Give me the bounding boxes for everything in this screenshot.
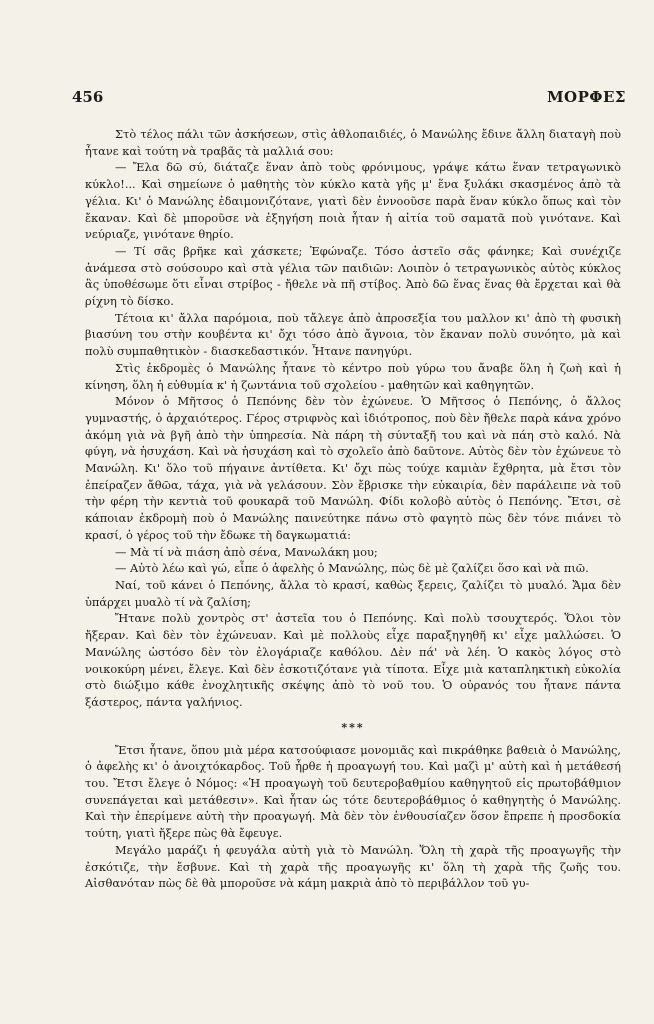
paragraph: Ἤτανε πολὺ χοντρὸς στ' ἀστεῖα του ὁ Πεπόνης. Καὶ πολὺ τσουχτερός. Ὅλοι τὸν ἤξεραν. Καὶ δὲν τὸν ἐχώνευαν. Καὶ μὲ πολλοὺς εἶχε παραξηγηθῆ κι' εἶχε μαλλώσει. Ὁ Μανώλης ὡστόσο δὲν τὸν ἐλογάριαζε καθόλου. Δὲν πά' νὰ λέη. Ὁ κακὸς λόγος στὸ νοικοκύρη μένει, ἔλεγε. Καὶ δὲν ἐσκοτιζότανε γιὰ τίποτα. Εἶχε μιὰ καταπληκτικὴ εὐκολία στὸ διώξιμο κάθε ἐνοχλητικῆς σκέψης ἀπὸ τὸ νοῦ του. Ὁ οὐρανός του ἦτανε πάντα ξάστερος, πάντα γαλήνιος. [85, 611, 621, 709]
paragraph: — Μὰ τί νὰ πιάση ἀπὸ σένα, Μανωλάκη μου; [115, 544, 378, 559]
paragraph: Στὶς ἐκδρομὲς ὁ Μανώλης ἦτανε τὸ κέντρο ποὺ γύρω του ἄναβε ὅλη ἡ ζωὴ καὶ ἡ κίνηση, ὅλη ἡ εὐθυμία κ' ἡ ζωντάνια τοῦ σχολείου - μαθητῶν καὶ καθηγητῶν. [85, 360, 621, 392]
paragraph: — Τί σᾶς βρῆκε καὶ χάσκετε; Ἐφώναζε. Τόσο ἀστεῖο σᾶς φάνηκε; Καὶ συνέχιζε ἀνάμεσα στὸ σούσουρο καὶ στὰ γέλια τῶν παιδιῶν: Λοιπὸν ὁ τετραγωνικὸς αὐτὸς κύκλος ἂς ὑποθέσωμε ὅτι εἶναι στρίβος - ἤθελε νὰ πῆ στίβος. Ἀπὸ δῶ ἕνας ἕνας θὰ ἔρχεται καὶ θὰ ρίχνη τὸ δίσκο. [85, 243, 621, 309]
paragraph: Μόνον ὁ Μῆτσος ὁ Πεπόνης δὲν τὸν ἐχώνευε. Ὁ Μῆτσος ὁ Πεπόνης, ὁ ἄλλος γυμναστής, ὁ ἀρχαιότερος. Γέρος στριφνὸς καὶ ἰδιότροπος, ποὺ δὲν ἤθελε παρὰ κάνα χρόνο ἀκόμη γιὰ νὰ βγῆ ἀπὸ τὴν ὑπηρεσία. Νὰ πάρη τὴ σύνταξῆ του καὶ νὰ πάη στὸ καλό. Νὰ φύγη, νὰ ἡσυχάση. Καὶ νὰ ἡσυχάση καὶ τὸ σχολεῖο ἀπὸ δαῦτονε. Αὐτὸς δὲν τὸν ἐχώνευε τὸ Μανώλη. Κι' ὅλο τοῦ πήγαινε ἀντίθετα. Κι' ὄχι πὼς τούχε καμιὰν ἔχθρητα, μὰ ἔτσι τὸν ἐπείραζεν ἄθῶα, τάχα, γιὰ νὰ γελάσουν. Σὸν ἔβρισκε τὴν εὐκαιρία, δὲν παράλειπε νὰ τοῦ τὴν φέρη τὴν κεντιὰ τοῦ φουκαρᾶ τοῦ Μανώλη. Φίδι κολοβὸ αὐτὸς ὁ Πεπόνης. Ἔτσι, σὲ κάποιαν ἐκδρομὴ ποὺ ὁ Μανώλης παινεύτηκε πάνω στὸ φαγητὸ πὼς δὲν τόνε πιάνει τὸ κρασί, ὁ γέρος τοῦ τὴν ἔδωκε τὴ δαγκωματιά: [85, 394, 621, 542]
paragraph: Ἔτσι ἦτανε, ὅπου μιὰ μέρα κατσούφιασε μονομιᾶς καὶ πικράθηκε βαθειὰ ὁ Μανώλης, ὁ ἀφελὴς κι' ὁ ἀνοιχτόκαρδος. Τοῦ ἦρθε ἡ προαγωγή του. Καὶ μαζὶ μ' αὐτὴ καὶ ἡ μετάθεσή του. Ἔτσι ἔλεγε ὁ Νόμος: «Ἡ προαγωγὴ τοῦ δευτεροβαθμίου καθηγητοῦ εἰς πρωτοβάθμιον συνεπάγεται καὶ μετάθεσιν». Καὶ ἦταν ὡς τότε δευτεροβάθμιος ὁ καθηγητὴς ὁ Μανώλης. Καὶ τὴν ἐπερίμενε αὐτὴ τὴν προαγωγή. Μὰ δὲν τὸν ἐνθουσίαζεν ὅσον ἔπρεπε ἡ προσδοκία τούτη, γιατὶ ἤξερε πὼς θὰ ἔφευγε. [85, 742, 621, 841]
paragraph: — Ἔλα δῶ σύ, διάταζε ἕναν ἀπὸ τοὺς φρόνιμους, γράψε κάτω ἕναν τετραγωνικὸ κύκλο!... Καὶ σημείωνε ὁ μαθητὴς τὸν κύκλο κατὰ γῆς μ' ἕνα ξυλάκι σκασμένος ἀπὸ τὰ γέλια. Κι' ὁ Μανώλης ἐδαιμονιζότανε, γιατὶ δὲν ἐννοοῦσε παρὰ ἕναν κύκλο ὅπως καὶ τὸν ἔκαναν. Καὶ δὲ μποροῦσε νὰ ἐξηγήση ποιὰ ἦταν ἡ αἰτία τοῦ σαματᾶ ποὺ γινότανε. Καὶ νεύριαζε, γινότανε θηρίο. [85, 160, 621, 242]
page-number: 456 [72, 88, 104, 106]
paragraph: — Αὐτὸ λέω καὶ γώ, εἶπε ὁ ἀφελὴς ὁ Μανώλης, πὼς δὲ μὲ ζαλίζει ὅσο καὶ νὰ πιῶ. [115, 561, 589, 576]
paragraph: Τέτοια κι' ἄλλα παρόμοια, ποὺ τἄλεγε ἀπὸ ἀπροσεξία του μαλλον κι' ἀπὸ τὴ φυσικὴ βιασύνη του στὴν κουβέντα κι' ὄχι τόσο ἀπὸ ἄγνοια, τὸν ἔκαναν πολὺ συνόητο, μὰ καὶ πολὺ συμπαθητικὸν - διασκεδαστικόν. Ἦτανε πανηγύρι. [85, 310, 621, 359]
section-divider: *** [341, 720, 365, 734]
page-header [72, 88, 626, 110]
paragraph: Στὸ τέλος πάλι τῶν ἀσκήσεων, στὶς ἀθλοπαιδιές, ὁ Μανώλης ἔδινε ἄλλη διαταγὴ ποὺ ἦτανε καὶ τούτη νὰ τραβᾶς τὰ μαλλιά σου: [85, 127, 621, 158]
running-title: ΜΟΡΦΕΣ [546, 88, 626, 106]
page-body [85, 126, 621, 892]
paragraph: Μεγάλο μαράζι ἡ φευγάλα αὐτὴ γιὰ τὸ Μανώλη. Ὅλη τὴ χαρὰ τῆς προαγωγῆς τὴν ἐσκότιζε, τὴν ἔσβυνε. Καὶ τὴ χαρὰ τῆς προαγωγῆς κι' ὅλη τὴ χαρὰ τῆς ζωῆς του. Αἰσθανόταν πὼς δὲ θὰ μποροῦσε νὰ κάμη μακριὰ ἀπὸ τὸ περιβάλλον τοῦ γυ- [85, 842, 621, 891]
paragraph: Ναί, τοῦ κάνει ὁ Πεπόνης, ἄλλα τὸ κρασί, καθὼς ξερεις, ζαλίζει τὸ μυαλό. Ἄμα δὲν ὑπάρχει μυαλὸ τί νὰ ζαλίση; [85, 577, 621, 609]
